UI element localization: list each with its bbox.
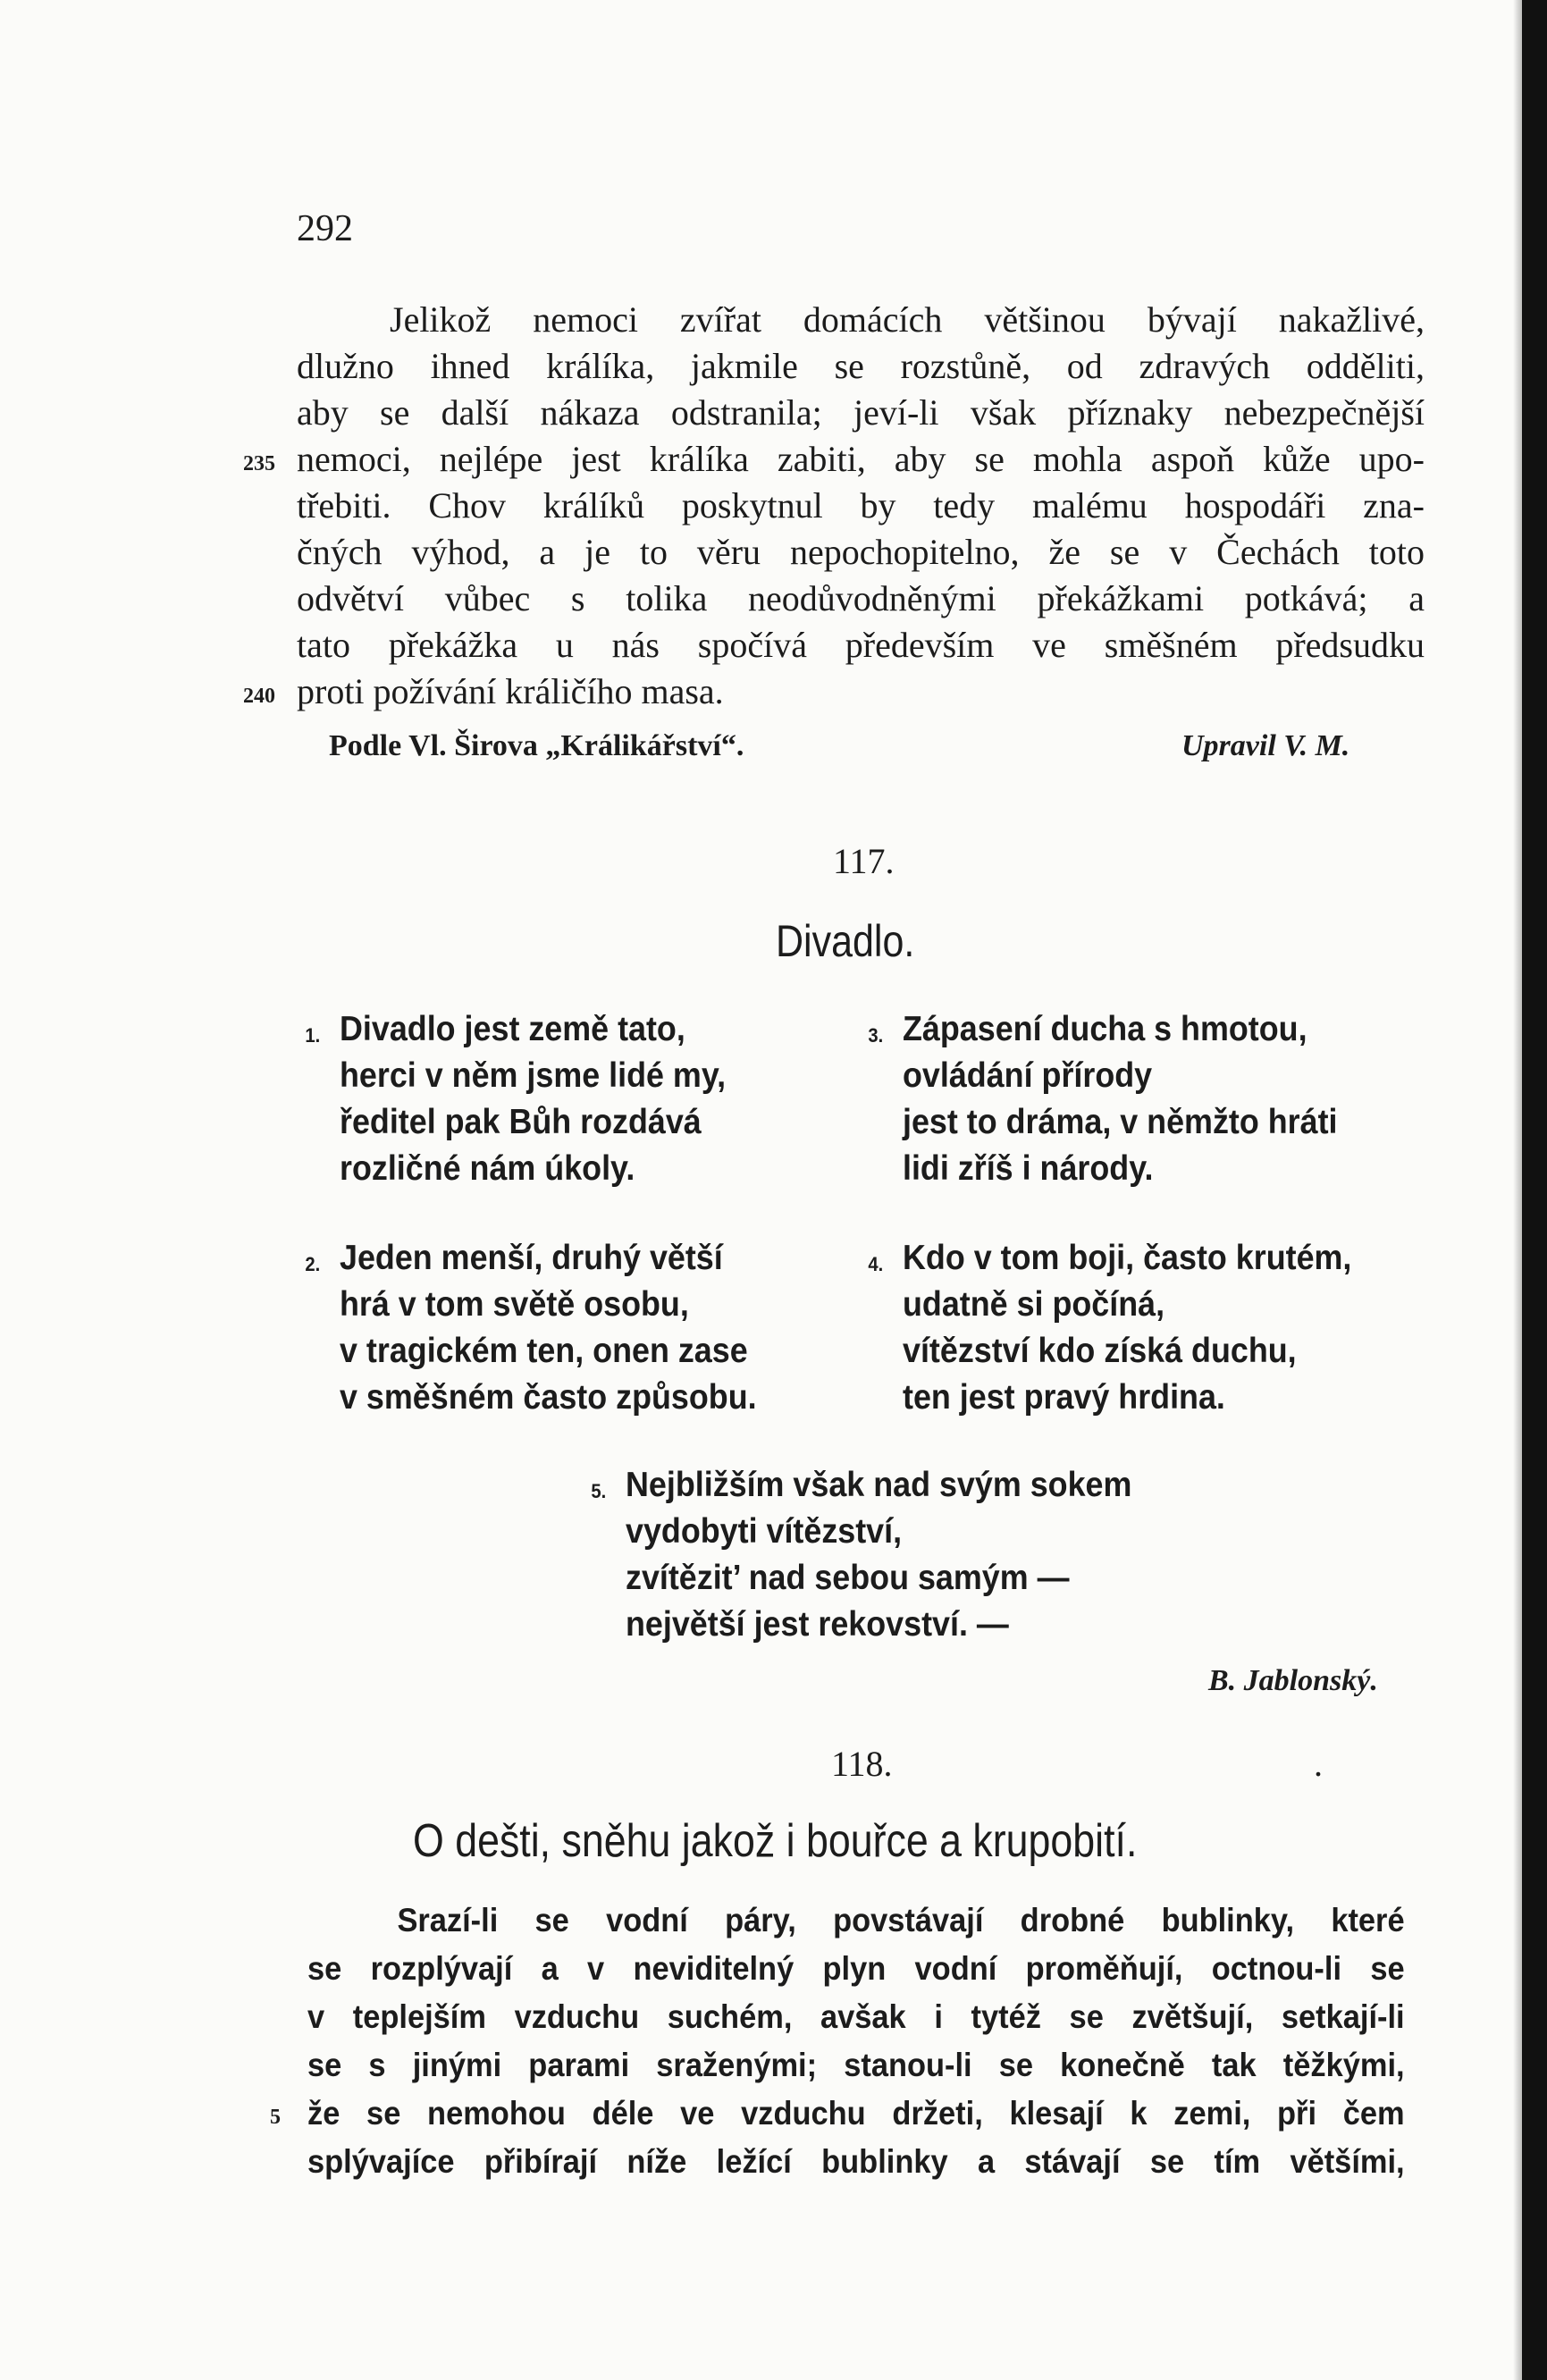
prose-line: proti požívání králičího masa. [297, 671, 724, 711]
verse-line: ředitel pak Bůh rozdává [340, 1103, 702, 1141]
stray-mark: . [1314, 1744, 1323, 1784]
section-118-paragraph [307, 1902, 1405, 2206]
prose-line: že se nemohou déle ve vzduchu držeti, klesají k zemi, při čem [307, 2095, 1405, 2132]
line-number: 240 [243, 685, 275, 708]
verse-line: největší jest rekovství. — [626, 1605, 1009, 1644]
stanza-number: 5. [591, 1480, 607, 1502]
section-number: 118. [831, 1744, 893, 1784]
page-number: 292 [297, 208, 353, 249]
verse-line: ovládání přírody [903, 1056, 1153, 1095]
verse-line: Jeden menší, druhý větší [340, 1239, 723, 1277]
verse-line: Divadlo jest země tato, [340, 1010, 685, 1048]
prose-line: třebiti. Chov králíků poskytnul by tedy malému hospodáři zna- [297, 485, 1425, 526]
section-title: Divadlo. [776, 916, 915, 966]
verse-line: Kdo v tom boji, často krutém, [903, 1239, 1352, 1277]
prose-line: tato překážka u nás spočívá především ve směšném předsudku [297, 625, 1425, 665]
prose-line: odvětví vůbec s tolika neodůvodněnými překážkami potkává; a [297, 578, 1425, 618]
prose-line: se rozplývají a v neviditelný plyn vodní proměňují, octnou-li se [307, 1950, 1405, 1987]
prose-line: se s jinými parami sraženými; stanou-li se konečně tak těžkými, [307, 2047, 1405, 2083]
verse-line: v směšném často způsobu. [340, 1378, 757, 1417]
stanza-number: 1. [305, 1024, 321, 1047]
stanza-3 [868, 1010, 1396, 1207]
prose-line: aby se další nákaza odstranila; jeví-li však příznaky nebezpečnější [297, 392, 1425, 433]
prose-line: čných výhod, a je to věru nepochopitelno, že se v Čechách toto [297, 532, 1425, 572]
prose-line: nemoci, nejlépe jest králíka zabiti, aby se mohla aspoň kůže upo- [297, 439, 1425, 479]
verse-line: Nejbližším však nad svým sokem [626, 1466, 1132, 1504]
prose-line: splývajíce přibírají níže ležící bublinky a stávají se tím většími, [307, 2143, 1405, 2180]
prose-line: Srazí-li se vodní páry, povstávají drobné bublinky, které [397, 1902, 1405, 1938]
stanza-number: 4. [868, 1253, 884, 1275]
verse-line: zvítězit’ nad sebou samým — [626, 1559, 1070, 1597]
poem-author: B. Jablonský. [1208, 1664, 1378, 1697]
verse-line: udatně si počíná, [903, 1285, 1165, 1324]
line-number: 235 [243, 452, 275, 475]
verse-line: vítězství kdo získá duchu, [903, 1332, 1297, 1370]
verse-line: v tragickém ten, onen zase [340, 1332, 748, 1370]
section-number: 117. [833, 841, 895, 881]
stanza-number: 3. [868, 1024, 884, 1047]
verse-line: rozličné nám úkoly. [340, 1149, 635, 1188]
verse-line: ten jest pravý hrdina. [903, 1378, 1225, 1417]
line-number: 5 [270, 2106, 281, 2129]
stanza-2 [305, 1239, 800, 1435]
stanza-5 [591, 1466, 1152, 1662]
stanza-4 [868, 1239, 1396, 1435]
editor-attribution: Upravil V. M. [1181, 729, 1350, 762]
stanza-number: 2. [305, 1253, 321, 1275]
scan-shadow [1513, 0, 1522, 2380]
verse-line: hrá v tom světě osobu, [340, 1285, 689, 1324]
verse-line: herci v něm jsme lidé my, [340, 1056, 727, 1095]
scan-edge [1522, 0, 1547, 2380]
section-title: O dešti, sněhu jakož i bouřce a krupobití. [413, 1815, 1138, 1867]
verse-line: Zápasení ducha s hmotou, [903, 1010, 1307, 1048]
source-attribution: Podle Vl. Širova „Králikářství“. [329, 729, 744, 762]
prose-line: Jelikož nemoci zvířat domácích většinou bývají nakažlivé, [390, 299, 1425, 340]
prose-line: v teplejším vzduchu suchém, avšak i tytéž se zvětšují, setkají-li [307, 1998, 1405, 2035]
prose-line: dlužno ihned králíka, jakmile se rozstůně, od zdravých odděliti, [297, 346, 1425, 386]
verse-line: jest to dráma, v němžto hráti [903, 1103, 1338, 1141]
verse-line: lidi zříš i národy. [903, 1149, 1154, 1188]
verse-line: vydobyti vítězství, [626, 1512, 903, 1551]
stanza-1 [305, 1010, 800, 1207]
